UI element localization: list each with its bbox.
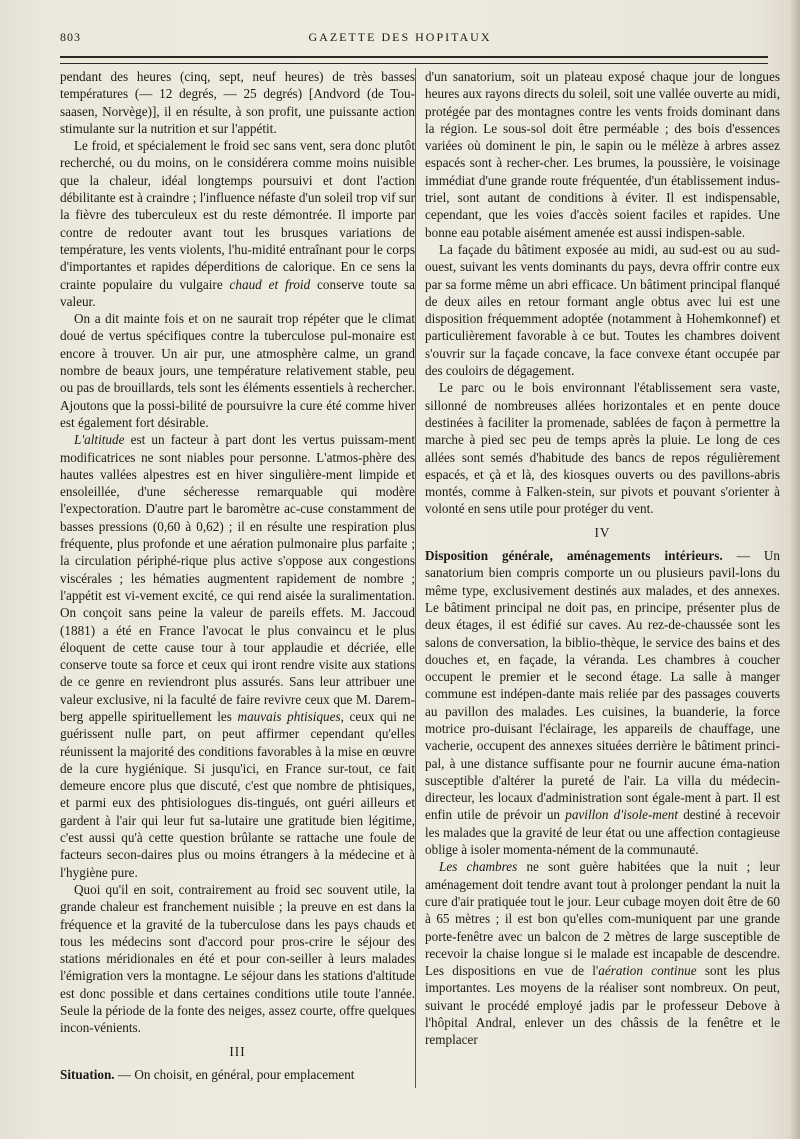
header-rule [60,56,768,64]
section-heading: IV [594,524,611,540]
paragraph-text: Le froid, et spécialement le froid sec sans vent, sera donc plutôt recherché, ou du moins, on le considérera comme moins nuisible que la chaleur, idéal longtemps poursuivi et dont l'action débilitante est à craindre ; l'influence néfaste d'un soleil trop vif sur la fièvre des tuberculeux est du reste démontrée. Il importe par contre de redouter avant tout les brusques variations de température, les vents violents, l'hu-midité entraînant pour le corps d'importantes et rapides déperditions de calorique. En ce sens la crainte populaire du vulgaire [60,138,415,292]
section-heading: III [229,1043,246,1059]
right-column [425,68,780,1049]
column-divider [415,68,416,1088]
paragraph: Quoi qu'il en soit, contrairement au froid sec souvent utile, la grande chaleur est franchement nuisible ; la preuve en est dans la fréquence et la gravité de la tuberculose dans les pays chauds et tous les médecins sont d'accord pour pros-crire le séjour des stations méridionales en été et pour con-seiller à leurs malades l'émigration vers la montagne. Le séjour dans les stations d'altitude est donc possible et dans certaines conditions utile toute l'année. Seule la période de la fonte des neiges, assez courte, offre quelques incon-vénients. [60,881,415,1036]
paragraph-text: conserve toute sa valeur. [60,276,416,309]
paragraph: pendant des heures (cinq, sept, neuf heures) de très basses températures (— 12 degrés, — 25 degrés) [Andvord (de Tou-saasen, Norvège)], il en résulte, à son profit, une puissante action stimulante sur la nutrition et sur l'appétit. [60,69,415,136]
paragraph: Le parc ou le bois environnant l'établissement sera vaste, sillonné de nombreuses allées horizontales et en pente douce destinées à faciliter la promenade, sablées de façon à permettre la marche à pied sec peu de temps après la pluie. Le long de ces allées sont semés d'habitude des bancs de repos régulièrement espacés, et çà et là, des kiosques ouverts ou des pavillons-abris montés, comme à Falken-stein, sur pivots et pouvant s'orienter à volonté en sens utile pour protéger du vent. [425,380,780,517]
italic-phrase: Les chambres [439,859,518,875]
paragraph-text: sont les plus importantes. Les moyens de la réaliser sont nombreux. On peut, suivant le procédé employé jadis par le professeur Debove à l'hôpital Andral, enlever un des châssis de la fenêtre et le remplacer [425,963,780,1048]
run-in-heading: Disposition générale, aménagements intérieurs. [425,548,723,564]
paragraph-text: — On choisit, en général, pour emplacement [114,1066,355,1082]
italic-phrase: chaud et froid [229,276,311,292]
paragraph [60,431,415,881]
paragraph [425,858,780,1048]
italic-phrase: aération continue [598,963,697,979]
page-number: 803 [60,30,81,44]
paragraph: On a dit mainte fois et on ne saurait trop répéter que le climat doué de vertus spécifiques contre la tuberculose pul-monaire est encore à trouver. Un air pur, une atmosphère calme, un grand nombre de beaux jours, une température relativement stable, peu ou pas de brouillards, tels sont les éléments essentiels à rechercher. Ajoutons que la possi-bilité de poursuivre la cure été comme hiver est également fort désirable. [60,311,415,430]
italic-phrase: mauvais phtisiques [237,708,341,724]
page-header [60,30,740,48]
paragraph: La façade du bâtiment exposée au midi, au sud-est ou au sud-ouest, suivant les vents dominants du pays, devra offrir contre eux par sa forme même un abri efficace. Un bâtiment principal flanqué de deux ailes en retour formant angle obtus avec lui est une disposition fréquemment adoptée (notamment à Hohemkonnef) et particulièrement favorable à ce but. Toutes les chambres doivent s'ouvrir sur la façade concave, la face convexe étant occupée par des couloirs de dégagement. [425,241,780,379]
paragraph [60,137,415,310]
italic-phrase: pavillon d'isole-ment [565,807,678,823]
paragraph [60,1066,415,1083]
page-edge [790,0,800,1139]
run-in-heading: Situation. [60,1066,115,1082]
italic-phrase: L'altitude [74,432,125,448]
paragraph: d'un sanatorium, soit un plateau exposé chaque jour de longues heures aux rayons directs du soleil, soit une vallée ouverte au midi, protégée par des montagnes contre les vents froids dominant dans la région. Le sous-sol doit être perméable ; des bois d'essences variées où dominent le pin, le sapin ou le mélèze à arbres assez espacés sont à recher-cher. Les brumes, la poussière, le voisinage immédiat d'une grande route fréquentée, d'un établissement indus-triel, sont autant de conditions à éviter. Il est indispensable, cependant, que les voies d'accès soient faciles et rapides. Une bonne eau potable aisément amenée est aussi indispen-sable. [425,69,780,240]
paragraph-text: destiné à recevoir les malades que la gravité de leur état ou une affection contagieuse oblige à isoler momenta-nément de la communauté. [425,807,780,858]
paragraph-text: , ceux qui ne guérissent nulle part, on peut affirmer cependant qu'elles réunissent la majorité des conditions favorables à la mise en œuvre de la cure hygiénique. Si jusqu'ici, en France sur-tout, ce fait demeure encore plus que discuté, c'est que nombre de phtisiques, et parmi eux des phtisiologues dis-tingués, ont guéri ailleurs et gardent à l'air qui leur fut sa-lutaire une gratitude bien légitime, c'est aussi qu'à cette question brûlante se rattache une foule de facteurs secon-daires plus ou moins étrangers à la médecine et à l'hygiène pure. [60,708,415,880]
paragraph-text: — Un sanatorium bien compris comporte un ou plusieurs pavil-lons du même type, exclusivement destinés aux malades, et des annexes. Le bâtiment principal ne doit pas, en principe, présenter plus de deux étages, il est édifié sur caves. Au rez-de-chaussée sont les salons de conversation, la biblio-thèque, le service des bains et des douches et, en façade, la véranda. Les chambres à coucher occupent le premier et le second étage. La salle à manger commune est indépen-dante mais reliée par des passages couverts au pavillon des malades. Les cuisines, la buanderie, la force motrice pro-duisant l'éclairage, les appareils de chauffage, une vacherie, occupent des annexes situées derrière le bâtiment princi-pal, à une distance suffisante pour ne fournir aucune éma-nation susceptible d'altérer la pureté de l'air. La villa du médecin-directeur, les locaux d'administration sont égale-ment à part. Il est enfin utile de prévoir un [425,548,781,823]
paragraph-text: ne sont guère habitées que la nuit ; leur aménagement doit tendre avant tout à prolonger pendant la nuit la cure d'air pratiquée tout le jour. Leur cubage moyen doit être de 60 à 65 mètres ; il est bon qu'elles com-muniquent par une grande porte-fenêtre avec un balcon de 2 mètres de large susceptible de recevoir la chaise longue si le malade est incapable de descendre. Les dispositions en vue de l' [425,859,780,979]
running-title: GAZETTE DES HOPITAUX [308,30,492,44]
paragraph-text: est un facteur à part dont les vertus puissam-ment modificatrices ne sont niables pour personne. L'atmos-phère des hautes vallées alpestres est en hiver singulière-ment limpide et ensoleillée, d'une sécheresse remarquable qui modère l'expectoration. D'autre part le baromètre ac-cuse constamment de basses pressions (0,60 à 0,62) ; il en résulte une respiration plus fréquente, plus profonde et une aération pulmonaire plus parfaite ; la circulation périphé-rique plus active s'oppose aux congestions viscérales ; les hématies augmentent rapidement de nombre ; l'appétit est vi-vement excité, ce qui rend aisée la suralimentation. On conçoit sans peine la valeur de pareils effets. M. Jaccoud (1881) a été en France l'avocat le plus convaincu et le plus éloquent de cette cause tour à tour applaudie et décriée, elle conserve toute sa force et ceux qui iront rendre visite aux stations de ce genre en reviendront plus assurés. Sans leur attribuer une valeur exclusive, ni la faculté de faire revivre ceux que M. Darem-berg appelle spirituellement les [60,432,415,724]
paragraph [425,547,780,858]
left-column [60,68,415,1083]
